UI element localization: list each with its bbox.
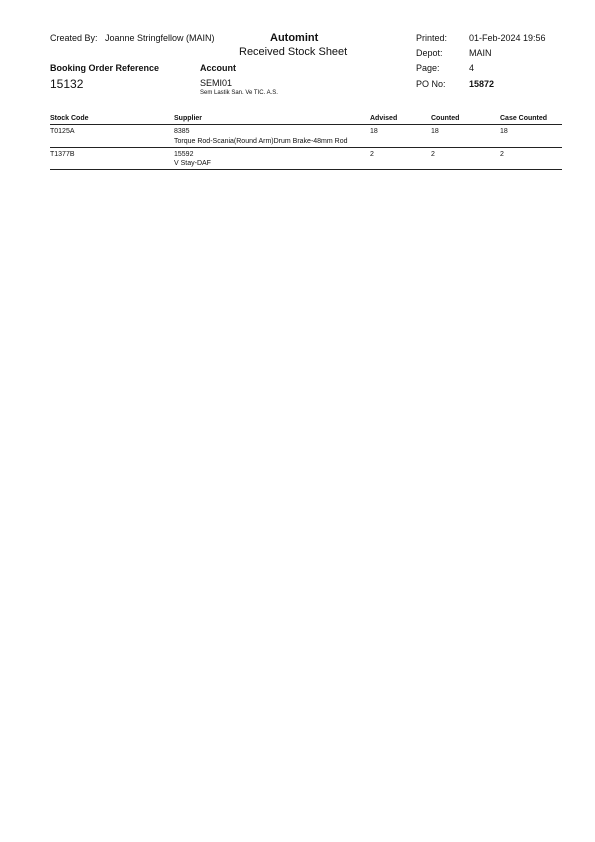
account-code: SEMI01 <box>200 78 233 88</box>
sheet-title: Received Stock Sheet <box>239 46 348 58</box>
booking-ref-value: 15132 <box>50 77 84 91</box>
row-stock-code: T0125A <box>50 128 75 135</box>
row-description: Torque Rod-Scania(Round Arm)Drum Brake-48mm Rod <box>174 138 348 145</box>
column-header-stock-code: Stock Code <box>50 115 89 122</box>
page-label: Page: <box>416 63 440 73</box>
row-case-counted: 2 <box>500 151 504 158</box>
column-header-counted: Counted <box>431 115 460 122</box>
row-counted: 18 <box>431 128 439 135</box>
column-header-case-counted: Case Counted <box>500 115 548 122</box>
column-header-advised: Advised <box>370 115 398 122</box>
company-name: Automint <box>270 32 319 44</box>
row-counted: 2 <box>431 151 435 158</box>
depot-label: Depot: <box>416 48 443 58</box>
row-supplier: 15592 <box>174 151 194 158</box>
printed-value: 01-Feb-2024 19:56 <box>469 33 546 43</box>
row-divider <box>50 169 562 170</box>
booking-ref-label: Booking Order Reference <box>50 63 160 73</box>
printed-label: Printed: <box>416 33 448 43</box>
column-header-supplier: Supplier <box>174 115 203 122</box>
row-divider <box>50 147 562 148</box>
row-advised: 18 <box>370 128 378 135</box>
created-by-value: Joanne Stringfellow (MAIN) <box>105 33 215 43</box>
row-supplier: 8385 <box>174 128 190 135</box>
row-stock-code: T1377B <box>50 151 75 158</box>
row-case-counted: 18 <box>500 128 508 135</box>
row-advised: 2 <box>370 151 374 158</box>
created-by-label: Created By: <box>50 33 98 43</box>
po-label: PO No: <box>416 79 446 89</box>
page-number: 4 <box>469 63 475 73</box>
po-number: 15872 <box>469 79 495 89</box>
account-label: Account <box>200 63 236 73</box>
row-description: V Stay-DAF <box>174 160 211 167</box>
depot-value: MAIN <box>469 48 492 58</box>
header-divider <box>50 124 562 125</box>
account-name: Sem Lastik San. Ve TIC. A.S. <box>200 90 278 96</box>
